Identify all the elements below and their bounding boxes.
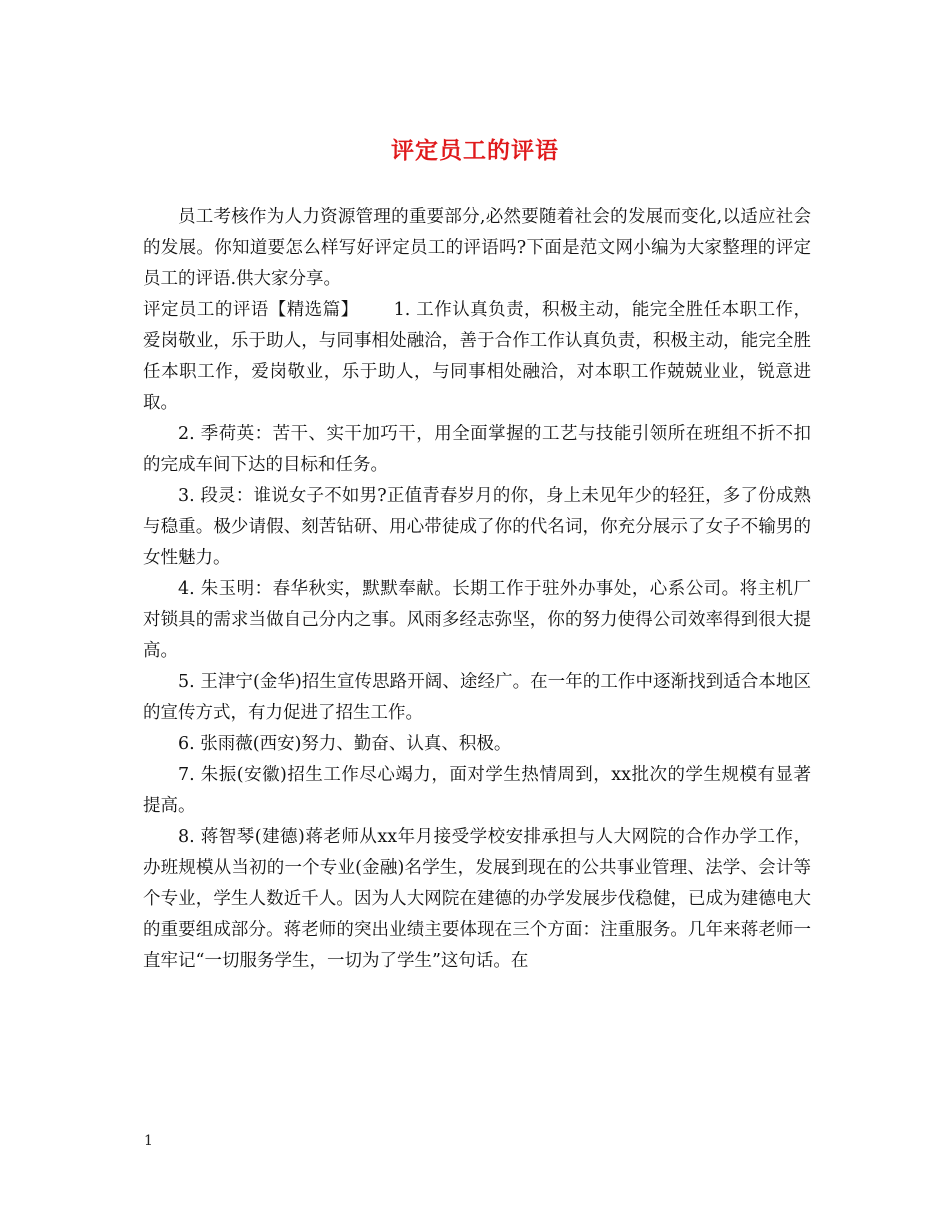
list-item: 2. 季荷英：苦干、实干加巧干，用全面掌握的工艺与技能引领所在班组不折不扣的完成车间下达的目标和任务。 [143, 424, 811, 475]
list-item: 4. 朱玉明：春华秋实，默默奉献。长期工作于驻外办事处，心系公司。将主机厂对锁具的需求当做自己分内之事。风雨多经志弥坚，你的努力使得公司效率得到很大提高。 [143, 579, 811, 661]
section-heading: 评定员工的评语【精选篇】 [143, 300, 359, 320]
page-number: 1 [144, 1133, 153, 1149]
list-item: 1. 工作认真负责，积极主动，能完全胜任本职工作，爱岗敬业，乐于助人，与同事相处融洽，善于合作工作认真负责，积极主动，能完全胜任本职工作，爱岗敬业，乐于助人，与同事相处融洽，对本职工作兢兢业业，锐意进取。 [143, 300, 812, 413]
list-item: 3. 段灵：谁说女子不如男?正值青春岁月的你，身上未见年少的轻狂，多了份成熟与稳重。极少请假、刻苦钻研、用心带徒成了你的代名词，你充分展示了女子不输男的女性魅力。 [143, 486, 811, 568]
list-item: 5. 王津宁(金华)招生宣传思路开阔、途经广。在一年的工作中逐渐找到适合本地区的宣传方式，有力促进了招生工作。 [143, 672, 811, 723]
intro-paragraph: 员工考核作为人力资源管理的重要部分,必然要随着社会的发展而变化,以适应社会的发展。你知道要怎么样写好评定员工的评语吗?下面是范文网小编为大家整理的评定员工的评语.供大家分享。 [143, 207, 811, 289]
list-item: 7. 朱振(安徽)招生工作尽心竭力，面对学生热情周到，xx批次的学生规模有显著提高。 [143, 765, 811, 816]
section-paragraph [143, 295, 811, 419]
list-item: 6. 张雨薇(西安)努力、勤奋、认真、积极。 [178, 734, 512, 754]
document-body [143, 202, 811, 977]
list-item: 8. 蒋智琴(建德)蒋老师从xx年月接受学校安排承担与人大网院的合作办学工作，办班规模从当初的一个专业(金融)名学生，发展到现在的公共事业管理、法学、会计等个专业，学生人数近千人。因为人大网院在建德的办学发展步伐稳健，已成为建德电大的重要组成部分。蒋老师的突出业绩主要体现在三个方面：注重服务。几年来蒋老师一直牢记“一切服务学生，一切为了学生”这句话。在 [143, 827, 811, 971]
document-title: 评定员工的评语 [391, 137, 559, 164]
